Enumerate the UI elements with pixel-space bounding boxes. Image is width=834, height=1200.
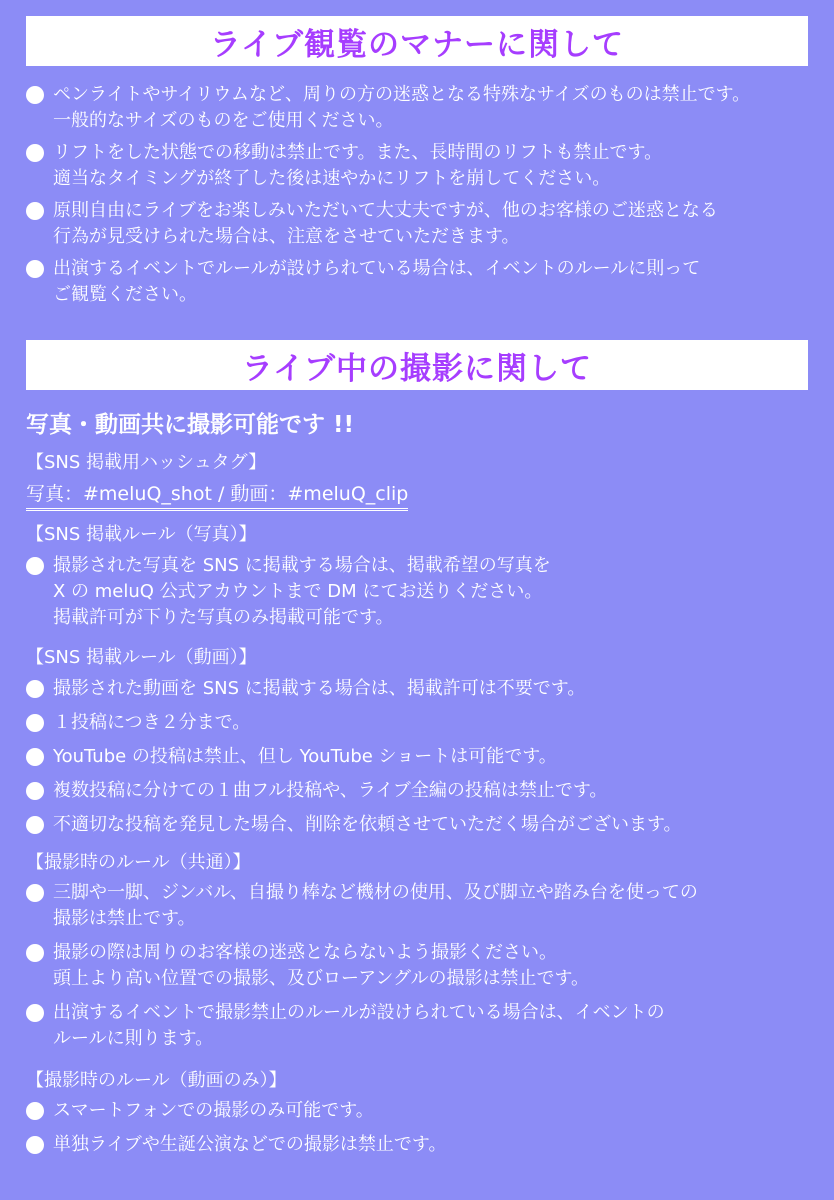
manners-list [26, 82, 824, 314]
bullet-icon [26, 1004, 44, 1022]
hashtag-heading: 【SNS 掲載用ハッシュタグ】 [26, 452, 267, 473]
bullet-icon [26, 782, 44, 800]
section-title-banner-photography [26, 340, 808, 390]
photo-rules-list [26, 553, 824, 637]
hashtag-line: 写真：#meluQ_shot / 動画：#meluQ_clip [26, 480, 408, 511]
bullet-icon [26, 714, 44, 732]
list-item: 出演するイベントで撮影禁止のルールが設けられている場合は、イベントの ルールに則ります。 [26, 1000, 824, 1052]
video-rules-heading: 【SNS 掲載ルール（動画）】 [26, 647, 257, 668]
bullet-icon [26, 86, 44, 104]
bullet-icon [26, 1136, 44, 1154]
list-item: 撮影の際は周りのお客様の迷惑とならないよう撮影ください。 頭上より高い位置での撮影、及びローアングルの撮影は禁止です。 [26, 940, 824, 992]
section-title-photography: ライブ中の撮影に関して [241, 350, 593, 387]
list-item: １投稿につき２分まで。 [26, 710, 824, 736]
list-item: 原則自由にライブをお楽しみいただいて大丈夫ですが、他のお客様のご迷惑となる 行為が見受けられた場合は、注意をさせていただきます。 [26, 198, 824, 250]
bullet-icon [26, 816, 44, 834]
list-item: 出演するイベントでルールが設けられている場合は、イベントのルールに則って ご観覧ください。 [26, 256, 824, 308]
list-item: 三脚や一脚、ジンバル、自撮り棒など機材の使用、及び脚立や踏み台を使っての 撮影は禁止です。 [26, 880, 824, 932]
bullet-icon [26, 144, 44, 162]
list-item: YouTube の投稿は禁止、但し YouTube ショートは可能です。 [26, 744, 824, 770]
common-rules-heading: 【撮影時のルール（共通）】 [26, 852, 251, 873]
photo-rules-heading: 【SNS 掲載ルール（写真）】 [26, 524, 257, 545]
bullet-icon [26, 680, 44, 698]
list-item: 単独ライブや生誕公演などでの撮影は禁止です。 [26, 1132, 824, 1158]
list-item: リフトをした状態での移動は禁止です。また、長時間のリフトも禁止です。 適当なタイミングが終了した後は速やかにリフトを崩してください。 [26, 140, 824, 192]
list-item: スマートフォンでの撮影のみ可能です。 [26, 1098, 824, 1124]
video-only-rules-list [26, 1098, 824, 1166]
bullet-icon [26, 202, 44, 220]
section-title-banner-manners [26, 16, 808, 66]
list-item: 複数投稿に分けての１曲フル投稿や、ライブ全編の投稿は禁止です。 [26, 778, 824, 804]
bullet-icon [26, 884, 44, 902]
bullet-icon [26, 260, 44, 278]
photography-lead: 写真・動画共に撮影可能です !! [26, 412, 354, 438]
video-rules-list [26, 676, 824, 846]
bullet-icon [26, 1102, 44, 1120]
common-rules-list [26, 880, 824, 1060]
list-item: 撮影された動画を SNS に掲載する場合は、掲載許可は不要です。 [26, 676, 824, 702]
list-item: 撮影された写真を SNS に掲載する場合は、掲載希望の写真を X の meluQ 公式アカウントまで DM にてお送りください。 掲載許可が下りた写真のみ掲載可能です。 [26, 553, 824, 631]
bullet-icon [26, 944, 44, 962]
section-title-manners: ライブ観覧のマナーに関して [209, 26, 625, 63]
bullet-icon [26, 557, 44, 575]
video-only-rules-heading: 【撮影時のルール（動画のみ）】 [26, 1070, 287, 1091]
bullet-icon [26, 748, 44, 766]
list-item: 不適切な投稿を発見した場合、削除を依頼させていただく場合がございます。 [26, 812, 824, 838]
list-item: ペンライトやサイリウムなど、周りの方の迷惑となる特殊なサイズのものは禁止です。 一般的なサイズのものをご使用ください。 [26, 82, 824, 134]
